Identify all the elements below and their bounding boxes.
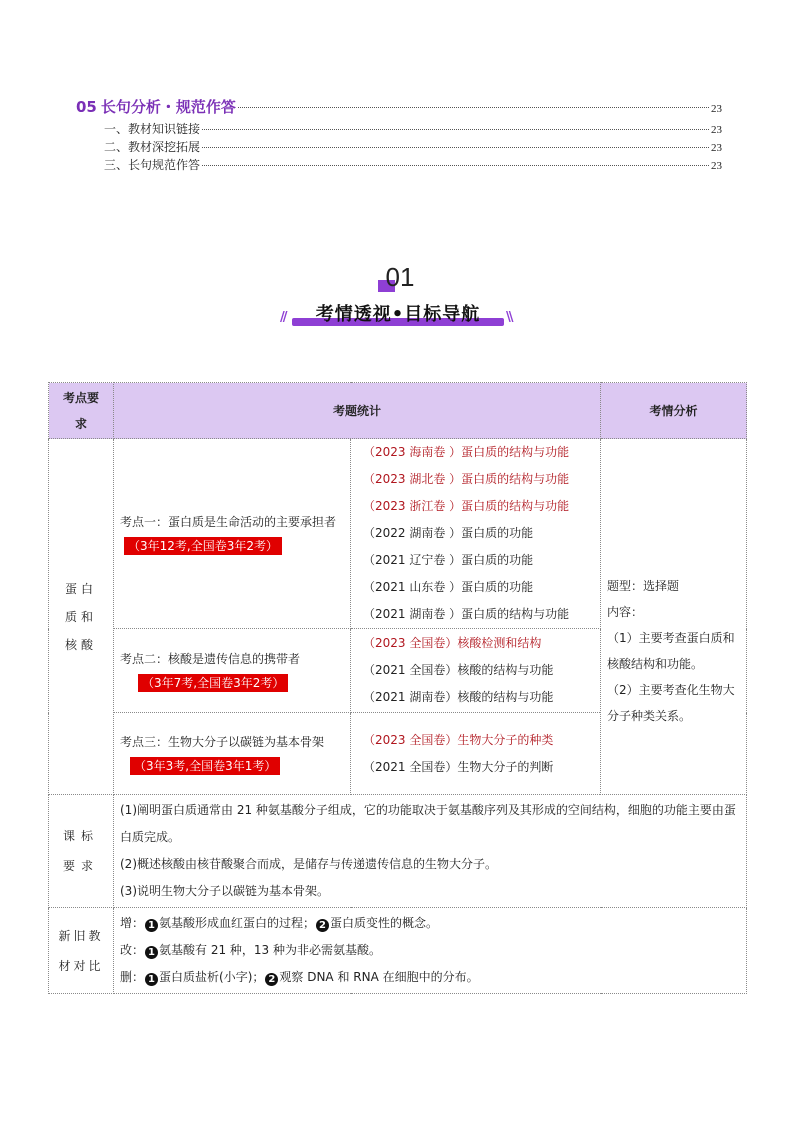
exam-analysis-table <box>48 382 747 994</box>
toc-leader <box>202 147 709 148</box>
standard-line: (1)阐明蛋白质通常由 21 种氨基酸分子组成，它的功能取决于氨基酸序列及其形成的空间结构，细胞的功能主要由蛋白质完成。 <box>120 803 736 844</box>
header-exam-analysis: 考情分析 <box>601 383 747 439</box>
toc-page-number: 23 <box>711 142 722 154</box>
toc-leader <box>202 165 709 166</box>
toc-page-number: 23 <box>711 160 722 172</box>
circled-number-icon: 2 <box>265 973 278 986</box>
exam-frequency-tag: （3年12考,全国卷3年2考） <box>124 537 282 555</box>
analysis-item: （2）主要考查化生物大分子种类关系。 <box>607 683 735 723</box>
curriculum-standard-label: 课标要求 <box>49 795 114 908</box>
exam-item: （2023 浙江卷 ）蛋白质的结构与功能 <box>363 499 570 513</box>
exam-item: （2023 湖北卷 ）蛋白质的结构与功能 <box>363 472 570 486</box>
table-row <box>49 439 747 629</box>
toc-leader <box>202 129 709 130</box>
toc-item-label: 三、长句规范作答 <box>104 158 201 172</box>
toc-page-number: 23 <box>711 103 722 115</box>
toc-item-label: 一、教材知识链接 <box>104 122 201 136</box>
exam-point-label: 考点三：生物大分子以碳链为基本骨架 <box>120 734 325 749</box>
exam-item: （2023 全国卷）生物大分子的种类 <box>363 732 554 747</box>
toc-item[interactable] <box>104 156 722 173</box>
compare-change-line: 改： 1 氨基酸有 21 种，13 种为非必需氨基酸。 <box>120 943 381 958</box>
toc-item-label: 二、教材深挖拓展 <box>104 140 201 154</box>
exam-item: （2021 湖南卷 ）蛋白质的结构与功能 <box>363 607 570 621</box>
section-number: 01 <box>385 262 415 292</box>
compare-add-line: 增： 1 氨基酸形成血红蛋白的过程； 2 蛋白质变性的概念。 <box>120 916 439 931</box>
toc-item[interactable] <box>104 120 722 137</box>
toc-chapter-05[interactable] <box>76 96 722 117</box>
toc-leader <box>238 107 709 108</box>
circled-number-icon: 1 <box>145 946 158 959</box>
section-title: 考情透视•目标导航 <box>315 304 481 325</box>
exam-item: （2021 山东卷 ）蛋白质的功能 <box>363 580 534 594</box>
content-label: 内容： <box>607 605 644 619</box>
table-row <box>49 908 747 994</box>
standard-line: (2)概述核酸由核苷酸聚合而成，是储存与传递遗传信息的生物大分子。 <box>120 857 498 871</box>
analysis-item: （1）主要考查蛋白质和核酸结构和功能。 <box>607 631 735 671</box>
exam-item: （2021 全国卷）核酸的结构与功能 <box>363 663 554 677</box>
exam-item: （2021 全国卷）生物大分子的判断 <box>363 759 554 774</box>
toc-item[interactable] <box>104 138 722 155</box>
exam-list-1 <box>351 439 601 629</box>
standard-line: (3)说明生物大分子以碳链为基本骨架。 <box>120 884 329 898</box>
exam-point-label: 考点一：蛋白质是生命活动的主要承担者 <box>120 514 337 529</box>
curriculum-standard-content <box>114 795 747 908</box>
exam-item: （2022 湖南卷 ）蛋白质的功能 <box>363 526 534 540</box>
question-type: 题型：选择题 <box>607 579 680 593</box>
exam-frequency-tag: （3年3考,全国卷3年1考） <box>130 757 280 775</box>
exam-list-3 <box>351 713 601 795</box>
exam-list-2 <box>351 629 601 713</box>
exam-point-2 <box>114 629 351 713</box>
left-slash-decoration: // <box>280 310 286 325</box>
exam-item: （2021 湖南卷）核酸的结构与功能 <box>363 690 554 704</box>
exam-item: （2023 全国卷）核酸检测和结构 <box>363 636 542 650</box>
exam-point-1 <box>114 439 351 629</box>
exam-item: （2023 海南卷 ）蛋白质的结构与功能 <box>363 445 570 459</box>
textbook-compare-content <box>114 908 747 994</box>
table-row <box>49 795 747 908</box>
header-exam-point: 考点要求 <box>49 383 114 439</box>
textbook-compare-label: 新旧教材对比 <box>49 908 114 994</box>
circled-number-icon: 1 <box>145 973 158 986</box>
circled-number-icon: 2 <box>316 919 329 932</box>
exam-frequency-tag: （3年7考,全国卷3年2考） <box>138 674 288 692</box>
exam-item: （2021 辽宁卷 ）蛋白质的功能 <box>363 553 534 567</box>
topic-name: 蛋白质和核酸 <box>49 439 114 795</box>
exam-point-label: 考点二：核酸是遗传信息的携带者 <box>120 651 301 666</box>
toc-chapter-number: 05 <box>76 98 97 116</box>
circled-number-icon: 1 <box>145 919 158 932</box>
table-header-row <box>49 383 747 439</box>
header-exam-statistics: 考题统计 <box>114 383 601 439</box>
compare-delete-line: 删： 1 蛋白质盐析(小字)； 2 观察 DNA 和 RNA 在细胞中的分布。 <box>120 970 479 985</box>
toc-page-number: 23 <box>711 124 722 136</box>
toc-chapter-title: 长句分析・规范作答 <box>100 98 236 116</box>
right-slash-decoration: \\ <box>506 310 512 325</box>
analysis-cell <box>601 439 747 795</box>
exam-point-3 <box>114 713 351 795</box>
